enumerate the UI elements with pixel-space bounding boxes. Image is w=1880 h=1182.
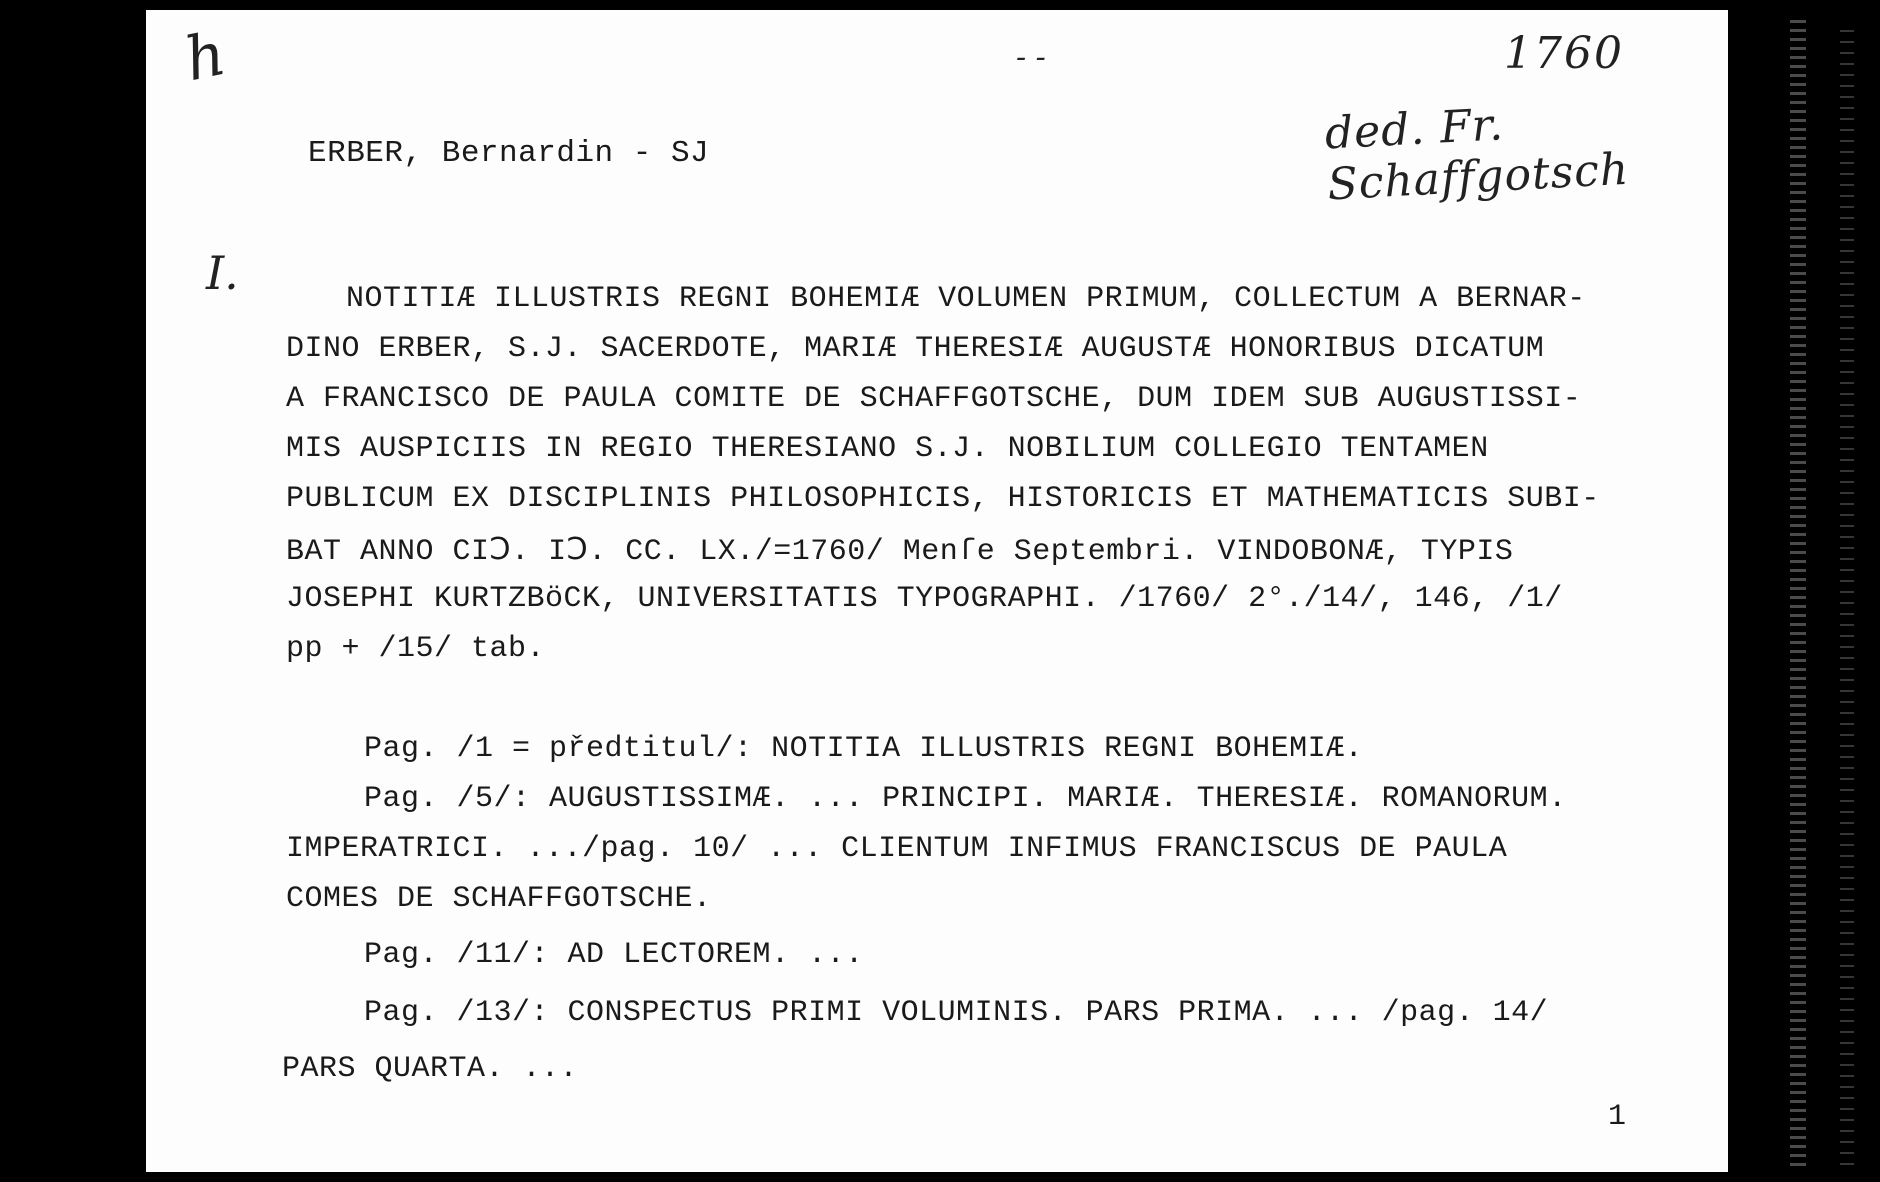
handwritten-dedication: ded. Fr. Schaffgotsch xyxy=(1323,99,1631,211)
note-line: Pag. /13/: CONSPECTUS PRIMI VOLUMINIS. PARS PRIMA. ... /pag. 14/ xyxy=(364,996,1549,1030)
note-line: IMPERATRICI. .../pag. 10/ ... CLIENTUM INFIMUS FRANCISCUS DE PAULA xyxy=(286,832,1508,866)
page-number: 1 xyxy=(1608,1100,1627,1134)
handwritten-dash-mark: - - xyxy=(1016,40,1046,75)
note-line: PARS QUARTA. ... xyxy=(282,1052,579,1086)
handwritten-corner-mark: h xyxy=(179,18,232,96)
title-line: PUBLICUM EX DISCIPLINIS PHILOSOPHICIS, HISTORICIS ET MATHEMATICIS SUBI- xyxy=(286,482,1600,516)
note-line: COMES DE SCHAFFGOTSCHE. xyxy=(286,882,712,916)
author-heading: ERBER, Bernardin - SJ xyxy=(308,136,710,171)
handwritten-year: 1760 xyxy=(1504,28,1624,79)
note-line: Pag. /11/: AD LECTOREM. ... xyxy=(364,938,864,972)
note-line: Pag. /1 = předtitul/: NOTITIA ILLUSTRIS REGNI BOHEMIÆ. xyxy=(364,732,1364,766)
title-line: MIS AUSPICIIS IN REGIO THERESIANO S.J. NOBILIUM COLLEGIO TENTAMEN xyxy=(286,432,1489,466)
title-line: BAT ANNO CIↃ. IↃ. CC. LX./=1760/ Menſe Septembri. VINDOBONÆ, TYPIS xyxy=(286,535,1514,569)
catalog-card xyxy=(146,10,1728,1172)
title-line: pp + /15/ tab. xyxy=(286,632,546,666)
title-line: JOSEPHI KURTZBöCK, UNIVERSITATIS TYPOGRAPHI. /1760/ 2°./14/, 146, /1/ xyxy=(286,582,1563,616)
note-line: Pag. /5/: AUGUSTISSIMÆ. ... PRINCIPI. MARIÆ. THERESIÆ. ROMANORUM. xyxy=(364,782,1567,816)
scan-edge-strip xyxy=(1790,20,1806,1170)
title-line: A FRANCISCO DE PAULA COMITE DE SCHAFFGOTSCHE, DUM IDEM SUB AUGUSTISSI- xyxy=(286,382,1582,416)
scan-edge-strip-2 xyxy=(1840,30,1854,1170)
title-line: NOTITIÆ ILLUSTRIS REGNI BOHEMIÆ VOLUMEN PRIMUM, COLLECTUM A BERNAR- xyxy=(346,282,1586,316)
handwritten-roman-numeral: I. xyxy=(206,246,239,300)
title-line: DINO ERBER, S.J. SACERDOTE, MARIÆ THERESIÆ AUGUSTÆ HONORIBUS DICATUM xyxy=(286,332,1545,366)
